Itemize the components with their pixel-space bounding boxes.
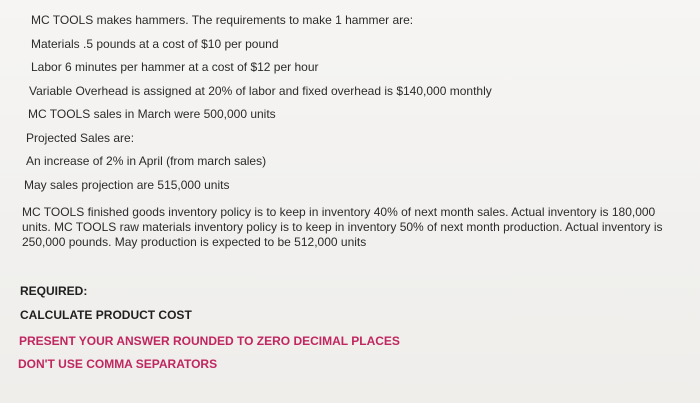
separator-instruction: DON'T USE COMMA SEPARATORS (18, 357, 218, 371)
inventory-policy-paragraph: MC TOOLS finished goods inventory policy is to keep in inventory 40% of next month sales. Actual inventory is 180,000 units. MC TOOLS raw materials inventory policy is to keep in inventory 50% of next month production. Actual inventory is 250,000 pounds. May production is expected to be 512,000 units (22, 205, 663, 249)
required-label: REQUIRED: (20, 284, 88, 298)
intro-line: MC TOOLS makes hammers. The requirements to make 1 hammer are: (31, 13, 414, 27)
projected-sales-header: Projected Sales are: (26, 131, 135, 145)
labor-line: Labor 6 minutes per hammer at a cost of $12 per hour (31, 60, 319, 74)
overhead-line: Variable Overhead is assigned at 20% of labor and fixed overhead is $140,000 monthly (29, 84, 492, 98)
materials-line: Materials .5 pounds at a cost of $10 per pound (31, 37, 279, 51)
april-projection-line: An increase of 2% in April (from march sales) (26, 154, 267, 168)
march-sales-line: MC TOOLS sales in March were 500,000 units (28, 107, 276, 121)
required-task: CALCULATE PRODUCT COST (20, 308, 192, 322)
may-projection-line: May sales projection are 515,000 units (24, 178, 230, 192)
rounding-instruction: PRESENT YOUR ANSWER ROUNDED TO ZERO DECIMAL PLACES (19, 334, 400, 348)
